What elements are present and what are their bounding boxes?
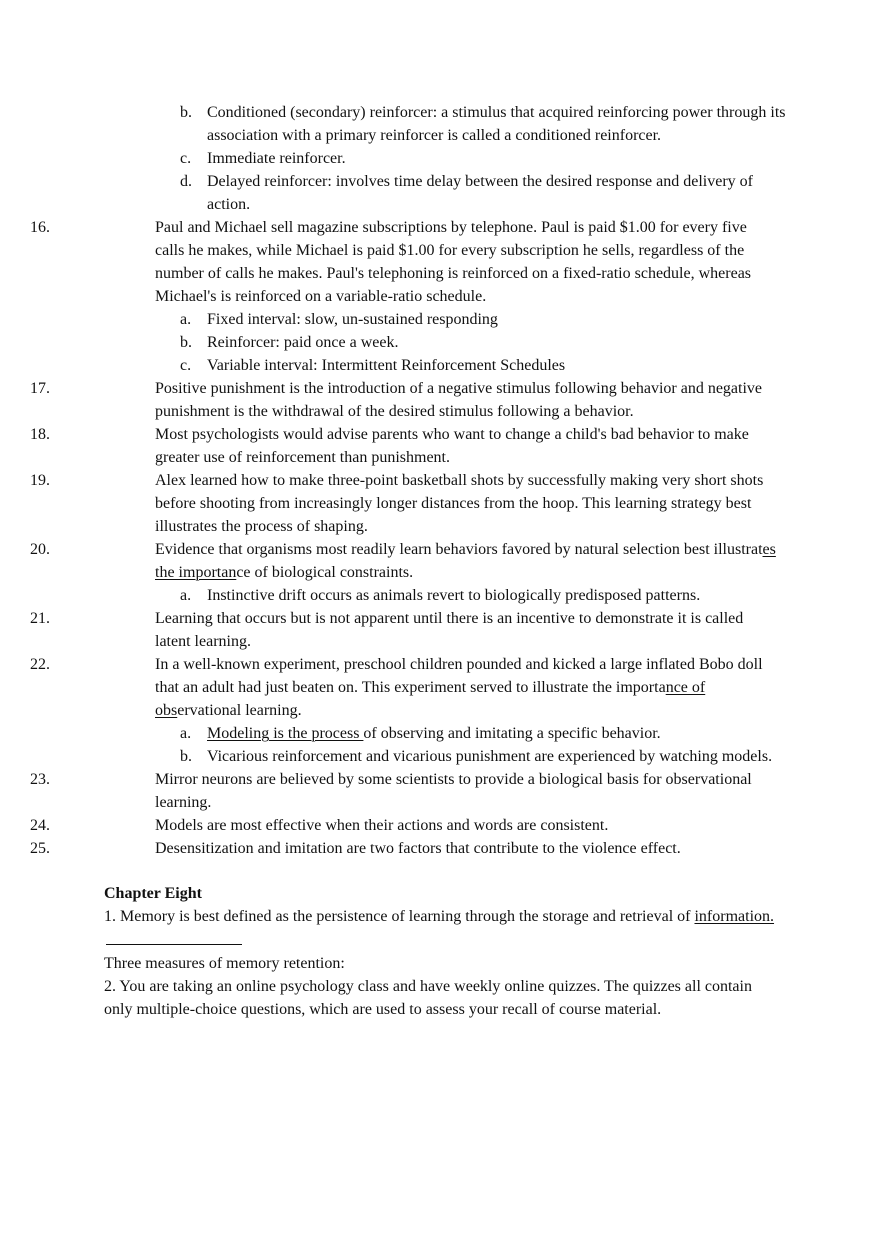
list-item-text: Vicarious reinforcement and vicarious punishment are experienced by watching models. bbox=[207, 748, 773, 765]
list-item-text bbox=[207, 725, 661, 742]
list-item-15b bbox=[0, 101, 787, 147]
list-item-text: Models are most effective when their actions and words are consistent. bbox=[155, 817, 609, 834]
list-item-text: Mirror neurons are believed by some scientists to provide a biological basis for observational learning. bbox=[155, 771, 752, 811]
underlined-text: es the importan bbox=[155, 541, 776, 581]
list-item-25 bbox=[0, 837, 780, 860]
list-marker: 19. bbox=[30, 472, 50, 489]
underlined-text: nce of obs bbox=[155, 679, 706, 719]
list-item-text bbox=[155, 656, 763, 719]
list-item-19 bbox=[0, 469, 780, 538]
list-item-22 bbox=[0, 653, 780, 722]
spacer bbox=[0, 860, 880, 882]
list-item-16b bbox=[0, 331, 787, 354]
list-marker: c. bbox=[180, 150, 192, 167]
list-marker: 16. bbox=[30, 219, 50, 236]
list-item-17 bbox=[0, 377, 780, 423]
list-item-16 bbox=[0, 216, 780, 308]
list-marker: a. bbox=[180, 725, 192, 742]
paragraph bbox=[0, 905, 784, 952]
list-item-text: Immediate reinforcer. bbox=[207, 150, 346, 167]
list-item-text: Variable interval: Intermittent Reinforcement Schedules bbox=[207, 357, 566, 374]
list-item-20 bbox=[0, 538, 780, 584]
list-item-text: Conditioned (secondary) reinforcer: a stimulus that acquired reinforcing power through its association with a primary reinforcer is called a conditioned reinforcer. bbox=[207, 104, 786, 144]
list-item-text: Most psychologists would advise parents who want to change a child's bad behavior to make greater use of reinforcement than punishment. bbox=[155, 426, 749, 466]
paragraph: 2. You are taking an online psychology class and have weekly online quizzes. The quizzes all contain only multiple-choice questions, which are used to assess your recall of course material. bbox=[104, 978, 752, 1018]
list-marker: d. bbox=[180, 173, 192, 190]
text-segment: In a well-known experiment, preschool children pounded and kicked a large inflated Bobo doll that an adult had just beaten on. This experiment served to illustrate the importa bbox=[155, 656, 763, 696]
answer-blank bbox=[106, 928, 242, 945]
list-item-text: Learning that occurs but is not apparent until there is an incentive to demonstrate it is called latent learning. bbox=[155, 610, 744, 650]
list-item-15c bbox=[0, 147, 787, 170]
list-item-16a bbox=[0, 308, 787, 331]
list-item-text: Positive punishment is the introduction of a negative stimulus following behavior and negative punishment is the withdrawal of the desired stimulus following a behavior. bbox=[155, 380, 763, 420]
text-segment: of observing and imitating a specific behavior. bbox=[363, 725, 661, 742]
list-item-22a bbox=[0, 722, 787, 745]
list-marker: 25. bbox=[30, 840, 50, 857]
text-segment: ervational learning. bbox=[177, 702, 302, 719]
list-marker: a. bbox=[180, 587, 192, 604]
text-segment: 1. Memory is best defined as the persistence of learning through the storage and retrieval of bbox=[104, 908, 695, 925]
list-marker: b. bbox=[180, 748, 192, 765]
list-marker: b. bbox=[180, 104, 192, 121]
list-item-text: Reinforcer: paid once a week. bbox=[207, 334, 399, 351]
list-item-text: Alex learned how to make three-point basketball shots by successfully making very short shots before shooting from increasingly longer distances from the hoop. This learning strategy best illustrates the process of shaping. bbox=[155, 472, 764, 535]
list-marker: 20. bbox=[30, 541, 50, 558]
list-marker: 17. bbox=[30, 380, 50, 397]
underlined-text: information. bbox=[694, 908, 775, 925]
underlined-text: Modeling is the process bbox=[207, 725, 364, 742]
list-item-20a bbox=[0, 584, 787, 607]
list-item-22b bbox=[0, 745, 787, 768]
list-marker: 21. bbox=[30, 610, 50, 627]
text-segment: ce of biological constraints. bbox=[236, 564, 414, 581]
list-marker: 23. bbox=[30, 771, 50, 788]
list-item-18 bbox=[0, 423, 780, 469]
list-item-text: Delayed reinforcer: involves time delay between the desired response and delivery of action. bbox=[207, 173, 754, 213]
list-item-text: Instinctive drift occurs as animals revert to biologically predisposed patterns. bbox=[207, 587, 701, 604]
list-item-text: Paul and Michael sell magazine subscriptions by telephone. Paul is paid $1.00 for every five calls he makes, while Michael is paid $1.00 for every subscription he sells, regardless of the number of calls he makes. Paul's telephoning is reinforced on a fixed-ratio schedule, whereas Michael's is reinforced on a variable-ratio schedule. bbox=[155, 219, 752, 305]
list-marker: 18. bbox=[30, 426, 50, 443]
list-item-23 bbox=[0, 768, 780, 814]
list-item-16c bbox=[0, 354, 787, 377]
list-item-text: Fixed interval: slow, un-sustained responding bbox=[207, 311, 498, 328]
chapter-heading: Chapter Eight bbox=[104, 885, 202, 902]
list-item-text: Desensitization and imitation are two factors that contribute to the violence effect. bbox=[155, 840, 681, 857]
list-marker: b. bbox=[180, 334, 192, 351]
list-marker: 24. bbox=[30, 817, 50, 834]
list-marker: 22. bbox=[30, 656, 50, 673]
list-item-text bbox=[155, 541, 776, 581]
paragraph: Three measures of memory retention: bbox=[104, 955, 345, 972]
list-marker: c. bbox=[180, 357, 192, 374]
list-item-15d bbox=[0, 170, 787, 216]
list-marker: a. bbox=[180, 311, 192, 328]
list-item-21 bbox=[0, 607, 780, 653]
text-segment: Evidence that organisms most readily learn behaviors favored by natural selection best illustrat bbox=[155, 541, 763, 558]
list-item-24 bbox=[0, 814, 780, 837]
